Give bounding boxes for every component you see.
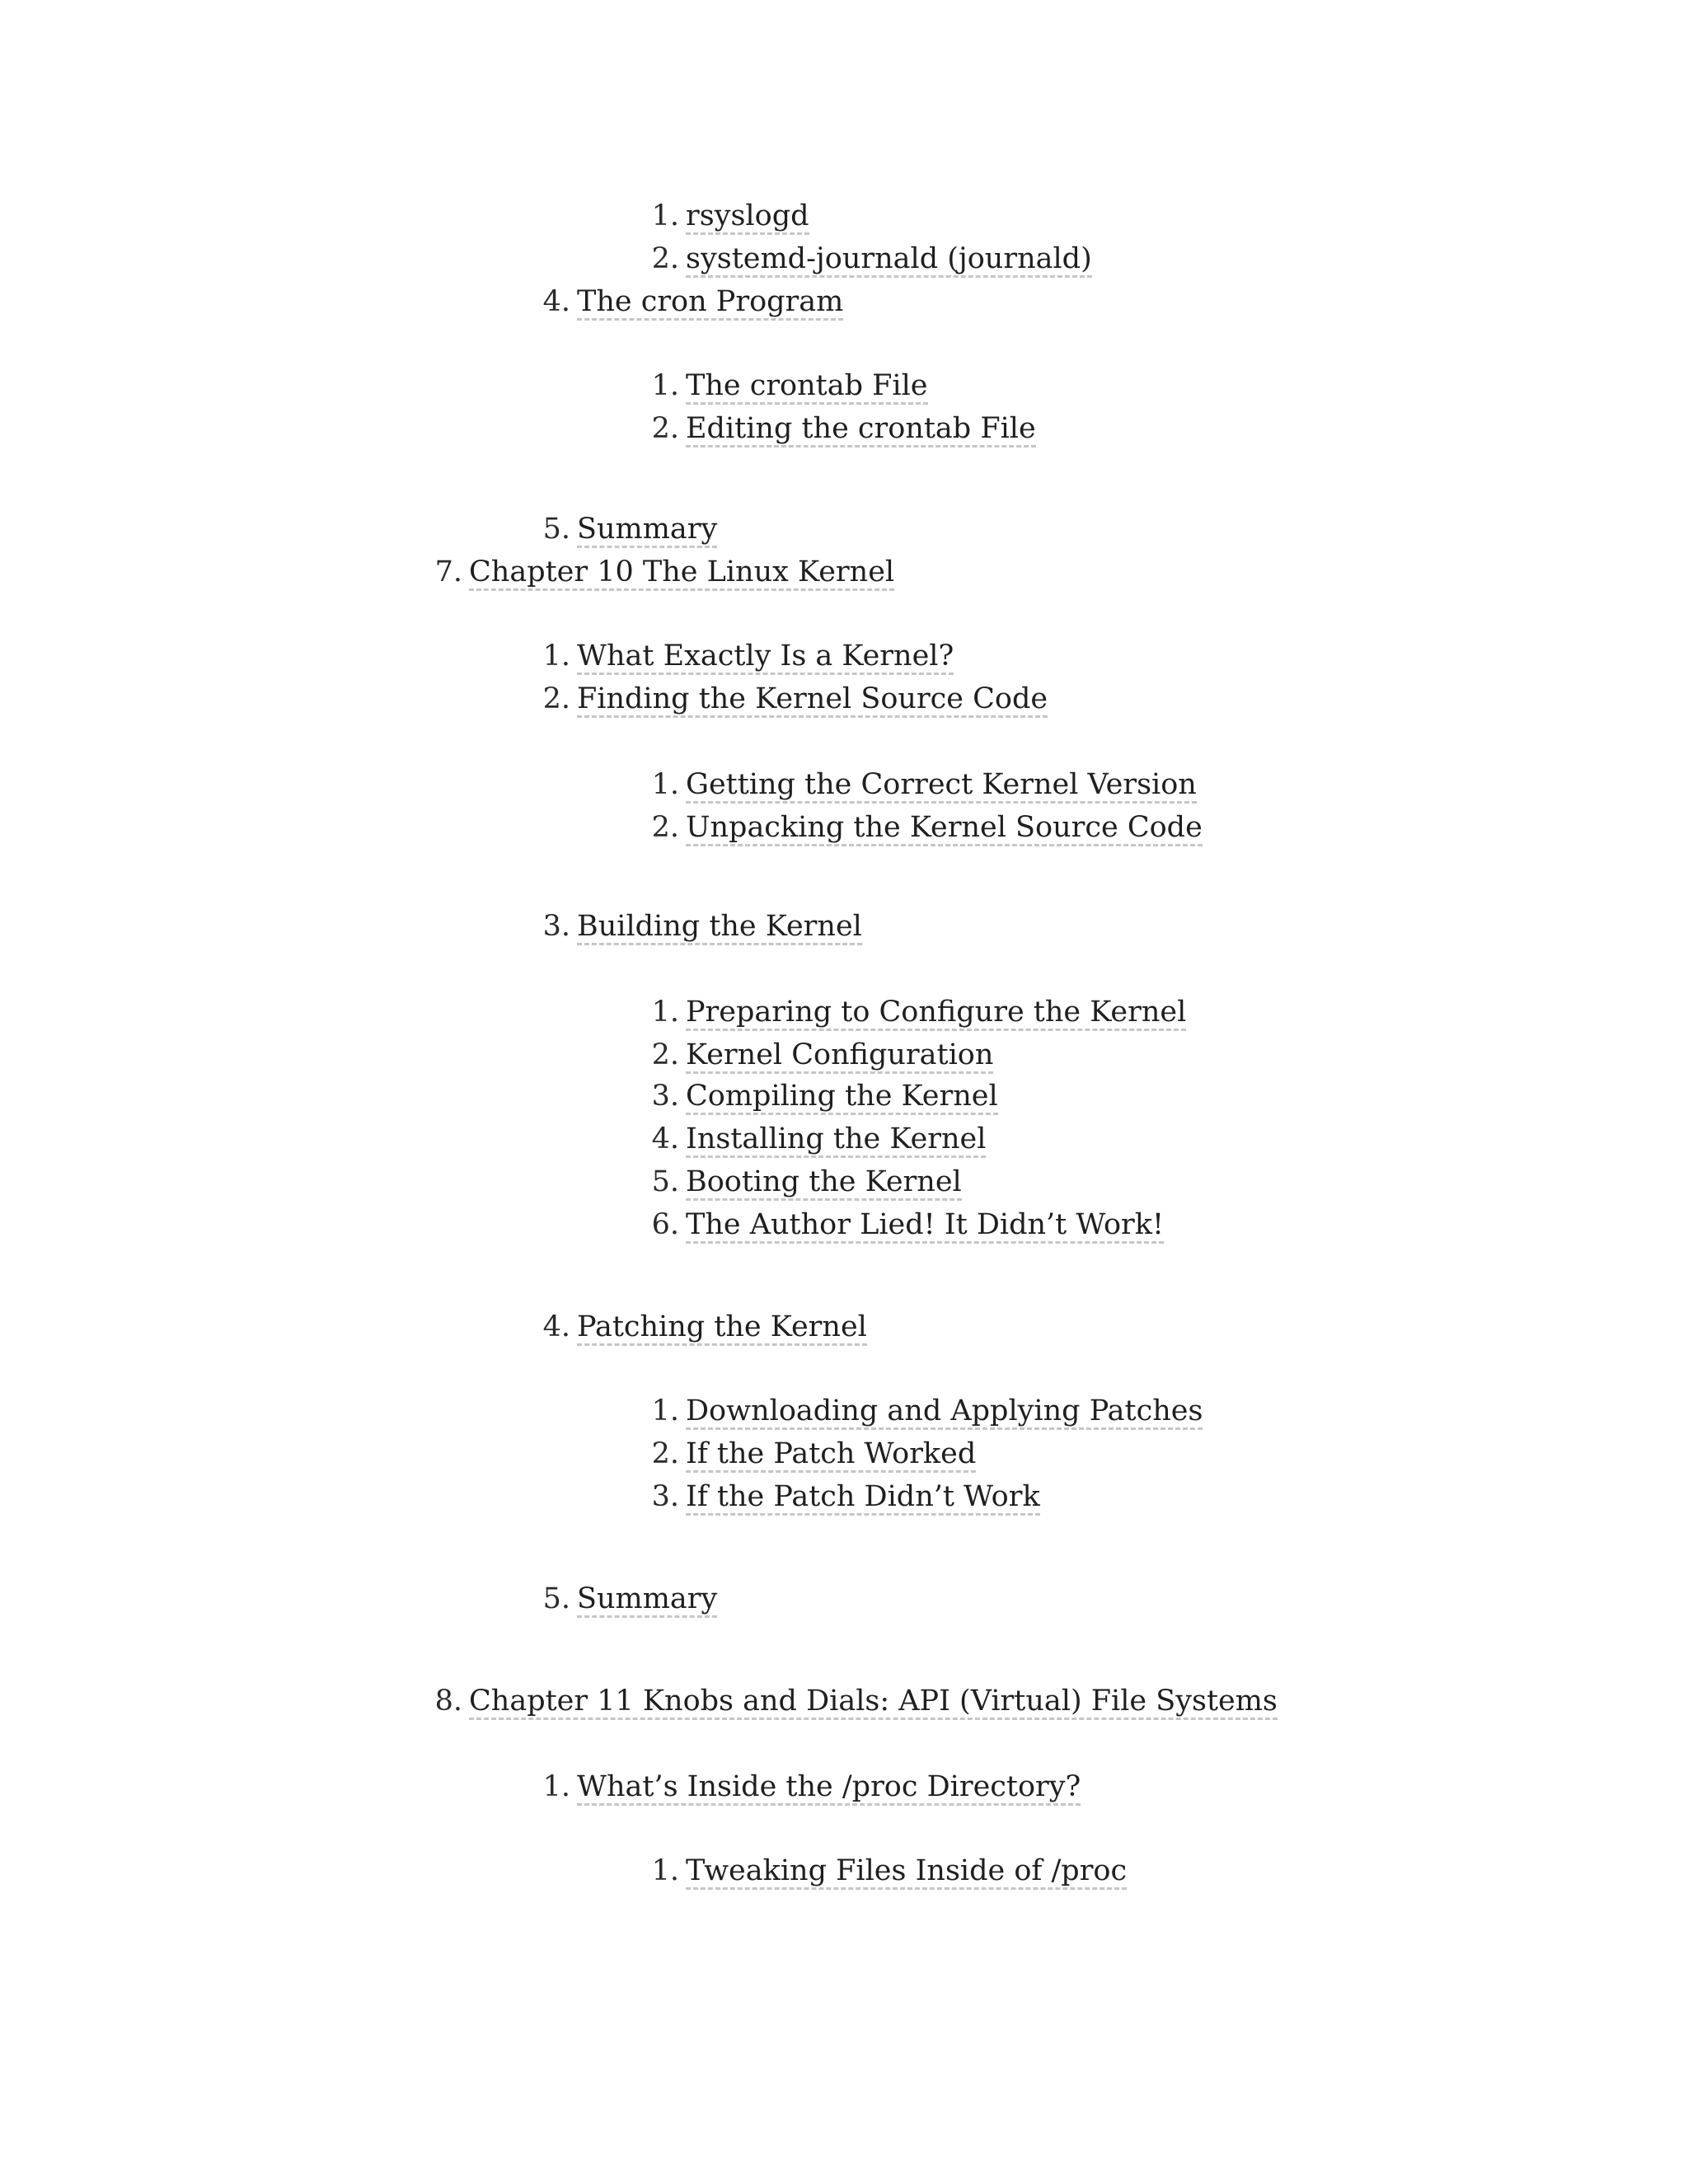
- toc-entry-editing-crontab: [651, 410, 1036, 448]
- toc-entry-correct-version: [651, 766, 1197, 804]
- toc-link-finding-source[interactable]: Finding the Kernel Source Code: [577, 683, 1048, 718]
- toc-entry-installing-kernel: [651, 1121, 987, 1158]
- toc-link-installing-kernel[interactable]: Installing the Kernel: [686, 1123, 986, 1158]
- toc-link-journald[interactable]: systemd-journald (journald): [686, 243, 1092, 278]
- toc-entry-number: 4.: [542, 285, 570, 318]
- toc-link-correct-version[interactable]: Getting the Correct Kernel Version: [686, 769, 1197, 804]
- toc-link-tweaking-proc[interactable]: Tweaking Files Inside of /proc: [686, 1855, 1127, 1890]
- toc-entry-number: 1.: [651, 199, 679, 232]
- toc-entry-number: 4.: [651, 1122, 679, 1155]
- toc-entry-finding-source: [542, 681, 1048, 718]
- toc-entry-number: 2.: [542, 682, 570, 715]
- toc-link-unpacking-source[interactable]: Unpacking the Kernel Source Code: [686, 812, 1203, 846]
- toc-link-author-lied[interactable]: The Author Lied! It Didn’t Work!: [686, 1209, 1164, 1244]
- toc-entry-number: 1.: [651, 996, 679, 1029]
- toc-link-kernel-configuration[interactable]: Kernel Configuration: [686, 1039, 993, 1074]
- toc-entry-number: 1.: [651, 1854, 679, 1887]
- toc-entry-number: 2.: [651, 242, 679, 275]
- toc-entry-proc-directory: [542, 1769, 1081, 1806]
- toc-entry-number: 1.: [542, 640, 570, 673]
- toc-link-crontab-file[interactable]: The crontab File: [686, 370, 928, 405]
- toc-entry-rsyslogd: [651, 198, 809, 235]
- toc-entry-number: 6.: [651, 1208, 679, 1241]
- toc-entry-number: 8.: [434, 1685, 462, 1718]
- toc-link-preparing-configure[interactable]: Preparing to Configure the Kernel: [686, 996, 1186, 1031]
- toc-entry-kernel-configuration: [651, 1037, 994, 1074]
- toc-entry-chapter-11: [434, 1683, 1278, 1720]
- toc-entry-cron-program: [542, 284, 844, 321]
- toc-entry-patching-kernel: [542, 1309, 867, 1346]
- toc-entry-journald: [651, 241, 1092, 278]
- toc-link-proc-directory[interactable]: What’s Inside the /proc Directory?: [577, 1771, 1081, 1806]
- toc-entry-number: 7.: [434, 555, 462, 588]
- toc-link-booting-kernel[interactable]: Booting the Kernel: [686, 1166, 962, 1201]
- toc-entry-what-is-kernel: [542, 638, 954, 675]
- toc-link-chapter-10[interactable]: Chapter 10 The Linux Kernel: [469, 556, 894, 591]
- toc-link-what-is-kernel[interactable]: What Exactly Is a Kernel?: [577, 640, 954, 675]
- toc-entry-patch-didnt-work: [651, 1479, 1040, 1516]
- toc-entry-number: 1.: [651, 768, 679, 801]
- toc-entry-number: 4.: [542, 1310, 570, 1343]
- toc-entry-number: 3.: [542, 910, 570, 943]
- toc-link-downloading-patches[interactable]: Downloading and Applying Patches: [686, 1395, 1203, 1430]
- toc-entry-unpacking-source: [651, 809, 1203, 846]
- toc-entry-booting-kernel: [651, 1164, 962, 1201]
- toc-entry-summary-ch10: [542, 1581, 718, 1618]
- toc-entry-number: 2.: [651, 412, 679, 445]
- toc-entry-number: 1.: [651, 369, 679, 402]
- toc-entry-number: 5.: [542, 1582, 570, 1615]
- toc-link-compiling-kernel[interactable]: Compiling the Kernel: [686, 1080, 998, 1115]
- toc-entry-number: 5.: [542, 513, 570, 546]
- toc-entry-number: 2.: [651, 811, 679, 844]
- toc-entry-crontab-file: [651, 368, 928, 405]
- toc-entry-number: 2.: [651, 1038, 679, 1071]
- toc-entry-summary-ch9: [542, 511, 718, 548]
- toc-link-patch-worked[interactable]: If the Patch Worked: [686, 1438, 976, 1473]
- toc-link-building-kernel[interactable]: Building the Kernel: [577, 911, 862, 945]
- toc-link-editing-crontab[interactable]: Editing the crontab File: [686, 413, 1036, 448]
- toc-link-summary-ch9[interactable]: Summary: [577, 513, 717, 548]
- toc-entry-number: 2.: [651, 1437, 679, 1470]
- toc-link-rsyslogd[interactable]: rsyslogd: [686, 200, 809, 235]
- toc-entry-compiling-kernel: [651, 1078, 998, 1115]
- toc-entry-number: 3.: [651, 1080, 679, 1113]
- toc-entry-downloading-patches: [651, 1393, 1203, 1430]
- toc-entry-patch-worked: [651, 1436, 977, 1473]
- toc-link-patching-kernel[interactable]: Patching the Kernel: [577, 1311, 867, 1346]
- toc-link-summary-ch10[interactable]: Summary: [577, 1583, 717, 1618]
- toc-link-patch-didnt-work[interactable]: If the Patch Didn’t Work: [686, 1481, 1040, 1516]
- toc-entry-number: 1.: [542, 1770, 570, 1803]
- toc-entry-building-kernel: [542, 908, 862, 945]
- toc-entry-tweaking-proc: [651, 1853, 1128, 1890]
- toc-entry-preparing-configure: [651, 994, 1187, 1031]
- toc-entry-author-lied: [651, 1207, 1165, 1244]
- toc-link-chapter-11[interactable]: Chapter 11 Knobs and Dials: API (Virtual) File Systems: [469, 1685, 1278, 1720]
- toc-link-cron-program[interactable]: The cron Program: [577, 286, 843, 321]
- toc-entry-number: 5.: [651, 1165, 679, 1198]
- toc-entry-chapter-10: [434, 554, 895, 591]
- toc-entry-number: 1.: [651, 1394, 679, 1427]
- toc-entry-number: 3.: [651, 1480, 679, 1513]
